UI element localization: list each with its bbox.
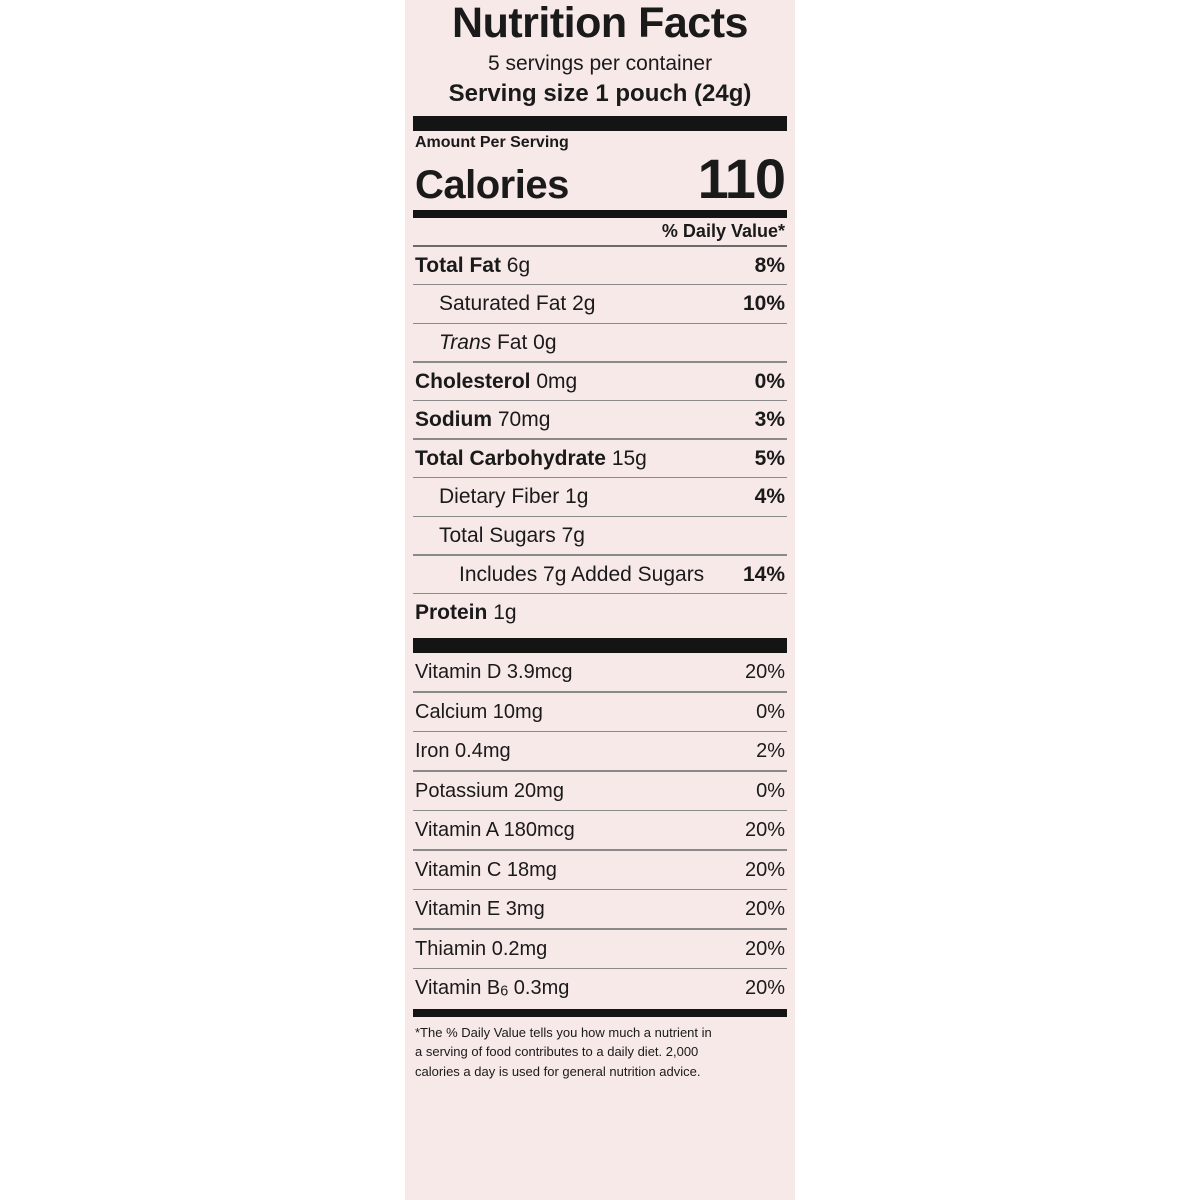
nutrient-pct: 0% [754,369,785,393]
nutrient-name: Saturated Fat [439,292,567,316]
nutrient-name: Total Carbohydrate [415,446,606,470]
footnote-line-3: calories a day is used for general nutrition advice. [415,1063,701,1079]
nutrient-row-saturated-fat [413,285,787,322]
vitamin-pct: 0% [756,700,785,723]
serving-size: Serving size 1 pouch (24g) [448,80,752,108]
divider-medium-footnote [413,1009,787,1017]
calories-row [413,146,787,210]
calories-value: 110 [697,146,785,210]
nutrient-amount: 1g [565,485,589,509]
vitamin-pct: 20% [744,977,785,1000]
servings-per-container: 5 servings per container [487,52,713,75]
vitamin-row-thiamin [413,930,787,968]
vitamin-pct: 2% [756,740,785,763]
nutrient-row-protein [413,594,787,631]
nutrient-name: Protein [415,601,488,625]
nutrient-amount: 2g [572,292,596,316]
nutrient-name: Total Sugars [439,524,556,547]
nutrient-row-trans-fat [413,324,787,361]
vitamin-pct: 20% [744,937,785,960]
vitamin-name: Calcium 10mg [415,700,543,723]
vitamin-row-potassium [413,772,787,810]
nutrient-amount: 6g [506,253,531,277]
vitamin-row-iron [413,732,787,770]
nutrient-row-added-sugars [413,556,787,593]
vitamin-name: Vitamin A 180mcg [415,819,575,842]
vitamin-row-vitamin-c [413,851,787,889]
nutrient-name: Dietary Fiber [439,485,560,509]
nutrient-row-sodium [413,401,787,438]
vitamin-name [415,977,569,1001]
page-title: Nutrition Facts [452,0,748,47]
footnote-line-1: *The % Daily Value tells you how much a nutrient in [415,1024,712,1040]
daily-value-header: % Daily Value* [661,220,785,241]
vitamin-row-vitamin-e [413,890,787,928]
vitamin-pct: 20% [744,661,785,684]
vitamin-row-vitamin-a [413,811,787,849]
vitamin-name: Vitamin D 3.9mcg [415,661,573,684]
amount-per-serving-label: Amount Per Serving [415,134,569,152]
nutrient-pct: 5% [754,446,785,470]
vitamin-name-tail: 0.3mg [508,977,570,1000]
nutrient-amount: 70mg [497,408,551,432]
nutrient-name: Total Fat [415,253,501,277]
divider-thick-top [413,116,787,131]
nutrient-row-total-fat [413,247,787,284]
nutrient-name: Includes 7g Added Sugars [459,562,705,586]
nutrient-row-dietary-fiber [413,478,787,515]
vitamin-pct: 20% [744,898,785,921]
nutrient-pct: 10% [742,292,785,316]
footnote-line-2: a serving of food contributes to a daily diet. 2,000 [415,1044,699,1060]
nutrient-pct: 14% [742,562,785,586]
vitamin-name: Vitamin E 3mg [415,898,545,921]
nutrient-amount: 7g [561,524,585,547]
nutrient-name: Cholesterol [415,369,531,393]
nutrient-pct: 3% [754,408,785,432]
vitamin-pct: 20% [744,819,785,842]
calories-label: Calories [415,162,569,207]
nutrient-pct: 4% [754,485,785,509]
divider-thick-vitamins [413,638,787,653]
vitamin-name: Potassium 20mg [415,779,564,802]
vitamin-row-vitamin-d [413,653,787,691]
vitamin-row-vitamin-b6 [413,969,787,1009]
vitamin-name: Iron 0.4mg [415,740,511,763]
vitamin-name-base: Vitamin B [415,977,501,1000]
nutrient-amount: Fat 0g [496,331,557,355]
nutrient-pct: 8% [754,253,785,277]
vitamin-pct: 20% [744,858,785,881]
divider-medium-calories [413,210,787,218]
nutrient-row-total-sugars [413,517,787,554]
vitamin-name-subscript: 6 [500,984,509,1000]
vitamin-name: Thiamin 0.2mg [415,937,548,960]
vitamin-name: Vitamin C 18mg [415,858,557,881]
nutrient-amount: 15g [611,446,647,470]
nutrition-facts-panel [405,0,795,1200]
vitamin-row-calcium [413,693,787,731]
nutrient-row-cholesterol [413,363,787,400]
nutrient-row-total-carbohydrate [413,440,787,477]
nutrient-name: Trans [439,331,492,355]
nutrient-amount: 1g [493,601,517,625]
nutrient-name: Sodium [415,408,492,432]
nutrient-amount: 0mg [536,369,578,393]
vitamin-pct: 0% [756,779,785,802]
footnote [413,1017,787,1082]
